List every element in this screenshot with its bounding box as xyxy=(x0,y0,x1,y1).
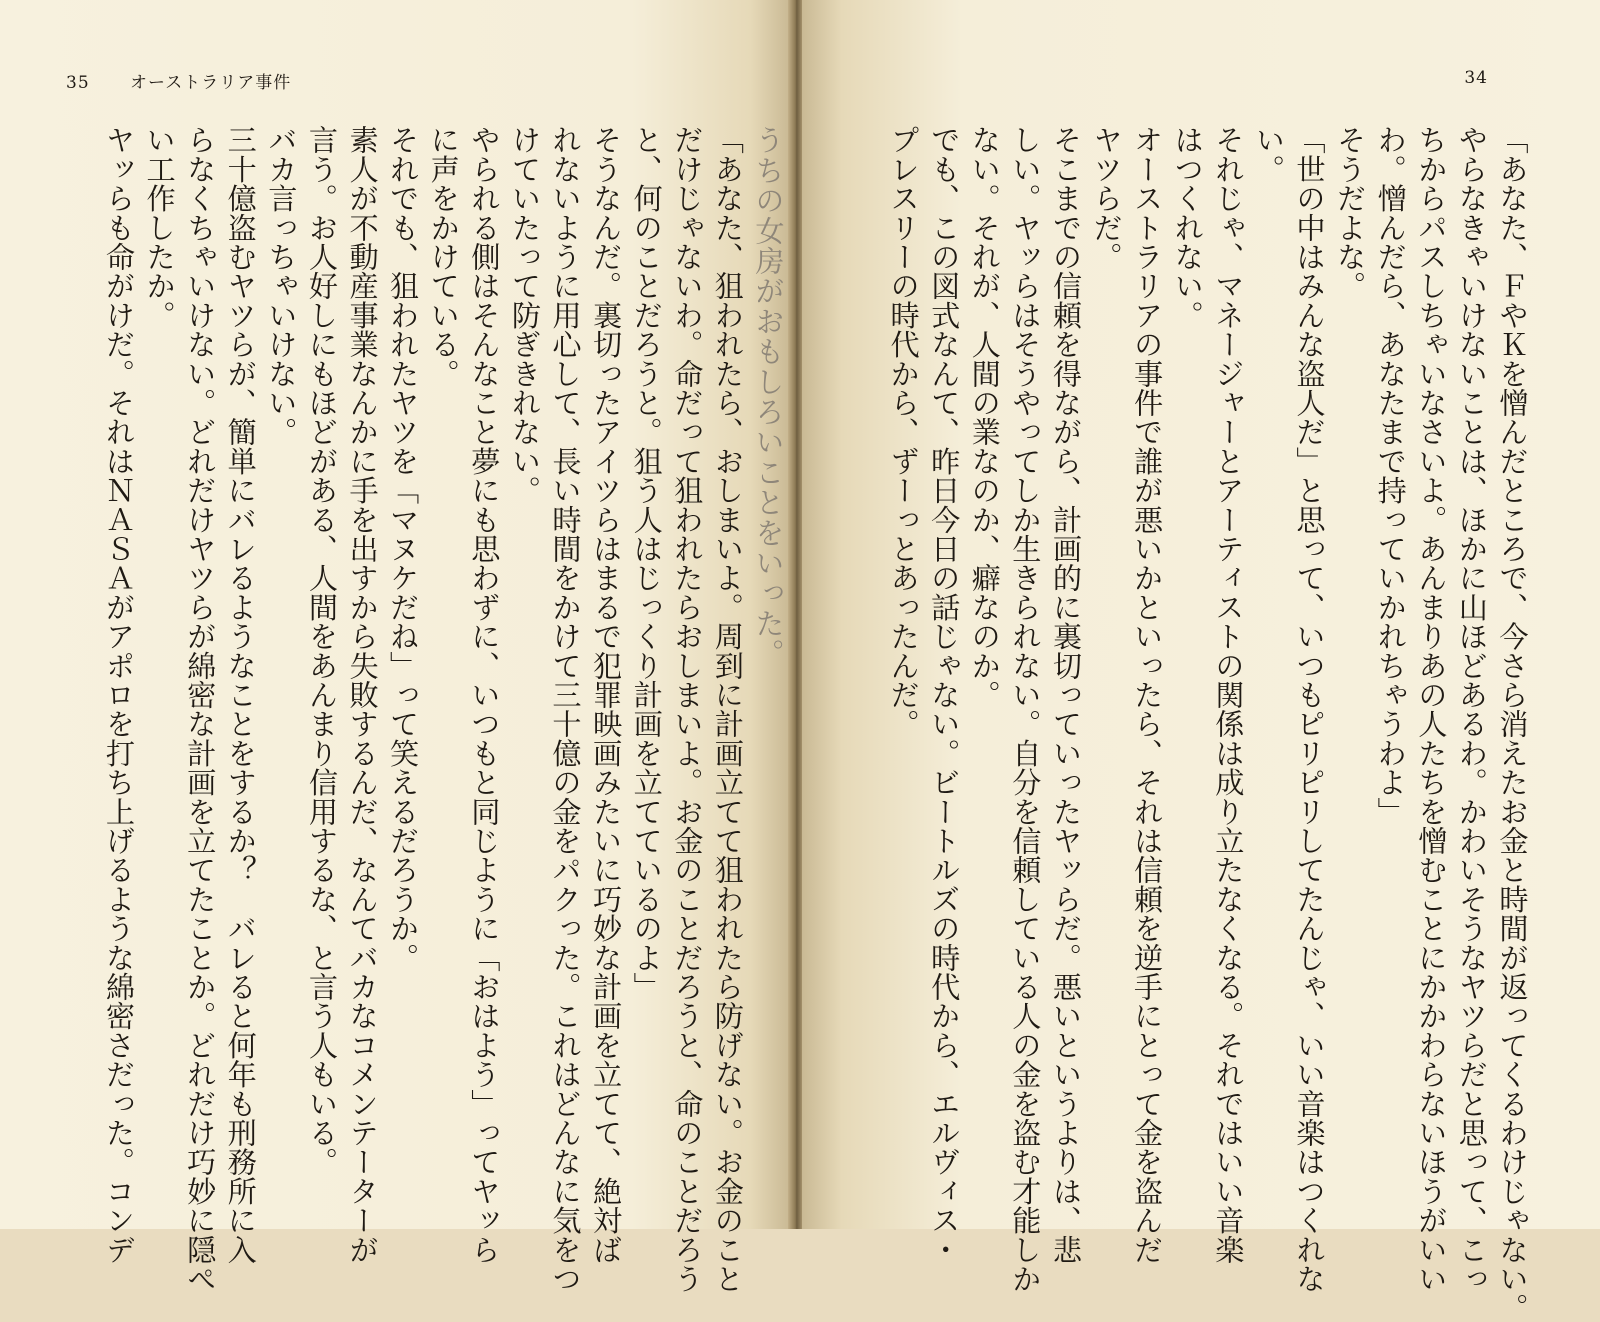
text-line: 言う。お人好しにもほどがある、人間をあんまり信用するな、と言う人もいる。 xyxy=(304,125,339,1177)
text-line: だけじゃないわ。命だって狙われたらおしまいよ。お金のことだろうと、命のことだろう xyxy=(669,125,704,1293)
page-number-right: 34 xyxy=(1464,68,1488,88)
text-line: そこまでの信頼を得ながら、計画的に裏切っていったヤッらだ。悪いというよりは、悲 xyxy=(1048,125,1083,1264)
text-line: に声をかけている。 xyxy=(426,125,461,388)
text-line: そうなんだ。裏切ったアイツらはまるで犯罪映画みたいに巧妙な計画を立てて、絶対ば xyxy=(588,125,623,1264)
text-line: ヤツらだ。 xyxy=(1089,125,1124,271)
running-head-left xyxy=(66,68,291,93)
chapter-title: オーストラリア事件 xyxy=(130,73,292,93)
text-line: プレスリーの時代から、ずーっとあったんだ。 xyxy=(886,125,921,739)
text-line: れないように用心して、長い時間をかけて三十億の金をパクった。これはどんなに気をつ xyxy=(548,125,583,1293)
right-page-body xyxy=(852,125,1532,1322)
text-line: そうだよな。 xyxy=(1332,125,1367,301)
text-line: バカ言っちゃいけない。 xyxy=(263,125,298,447)
running-head-right xyxy=(1464,68,1488,88)
right-page xyxy=(802,0,1600,1322)
text-line: やられる側はそんなこと夢にも思わずに、いつもと同じように「おはよう」ってヤッら xyxy=(466,125,501,1264)
page-number-left: 35 xyxy=(66,73,90,93)
text-line: しい。ヤッらはそうやってしか生きられない。自分を信頼している人の金を盗む才能しか xyxy=(1007,125,1042,1293)
left-page xyxy=(0,0,790,1293)
left-page-body xyxy=(101,125,788,1293)
text-line: やらなきゃいけないことは、ほかに山ほどあるわ。かわいそうなヤツらだと思って、こっ xyxy=(1454,125,1489,1293)
text-line: 「あなた、ＦやＫを憎んだところで、今さら消えたお金と時間が返ってくるわけじゃない。 xyxy=(1495,125,1529,1322)
text-line: い工作したか。 xyxy=(142,125,177,330)
text-line: ちからパスしちゃいなさいよ。あんまりあの人たちを憎むことにかかわらないほうがいい xyxy=(1413,125,1448,1293)
text-line: はつくれない。 xyxy=(1170,125,1205,330)
text-line: それでも、狙われたヤツを「マヌケだね」って笑えるだろうか。 xyxy=(385,125,420,972)
text-line: けていたって防ぎきれない。 xyxy=(507,125,542,505)
text-line: と、何のことだろうと。狙う人はじっくり計画を立てているのよ」 xyxy=(629,125,664,1001)
text-line: 素人が不動産事業なんかに手を出すから失敗するんだ、なんてバカなコメンテーターが xyxy=(345,125,380,1264)
text-line: 「世の中はみんな盗人だ」と思って、いつもピリピリしてたんじゃ、いい音楽はつくれな xyxy=(1292,125,1327,1293)
text-line: ない。それが、人間の業なのか、癖なのか。 xyxy=(967,125,1002,709)
text-line: それじゃ、マネージャーとアーティストの関係は成り立たなくなる。それではいい音楽 xyxy=(1210,125,1245,1264)
text-line: でも、この図式なんて、昨日今日の話じゃない。ビートルズの時代から、エルヴィス・ xyxy=(926,125,961,1264)
text-line: い。 xyxy=(1251,125,1286,184)
text-line: オーストラリアの事件で誰が悪いかといったら、それは信頼を逆手にとって金を盗んだ xyxy=(1129,125,1164,1264)
text-line: うちの女房がおもしろいことをいった。 xyxy=(751,125,785,669)
text-line: らなくちゃいけない。どれだけヤツらが綿密な計画を立てたことか。どれだけ巧妙に隠ぺ xyxy=(182,125,217,1293)
text-line: 「あなた、狙われたら、おしまいよ。周到に計画立てて狙われたら防げない。お金のこと xyxy=(710,125,745,1293)
text-line: ヤッらも命がけだ。それはＮＡＳＡがアポロを打ち上げるような綿密さだった。コンデ xyxy=(101,125,136,1264)
text-line: わ。憎んだら、あなたまで持っていかれちゃうわよ」 xyxy=(1373,125,1408,826)
text-line: 三十億盗むヤツらが、簡単にバレるようなことをするか？ バレると何年も刑務所に入 xyxy=(223,125,258,1264)
